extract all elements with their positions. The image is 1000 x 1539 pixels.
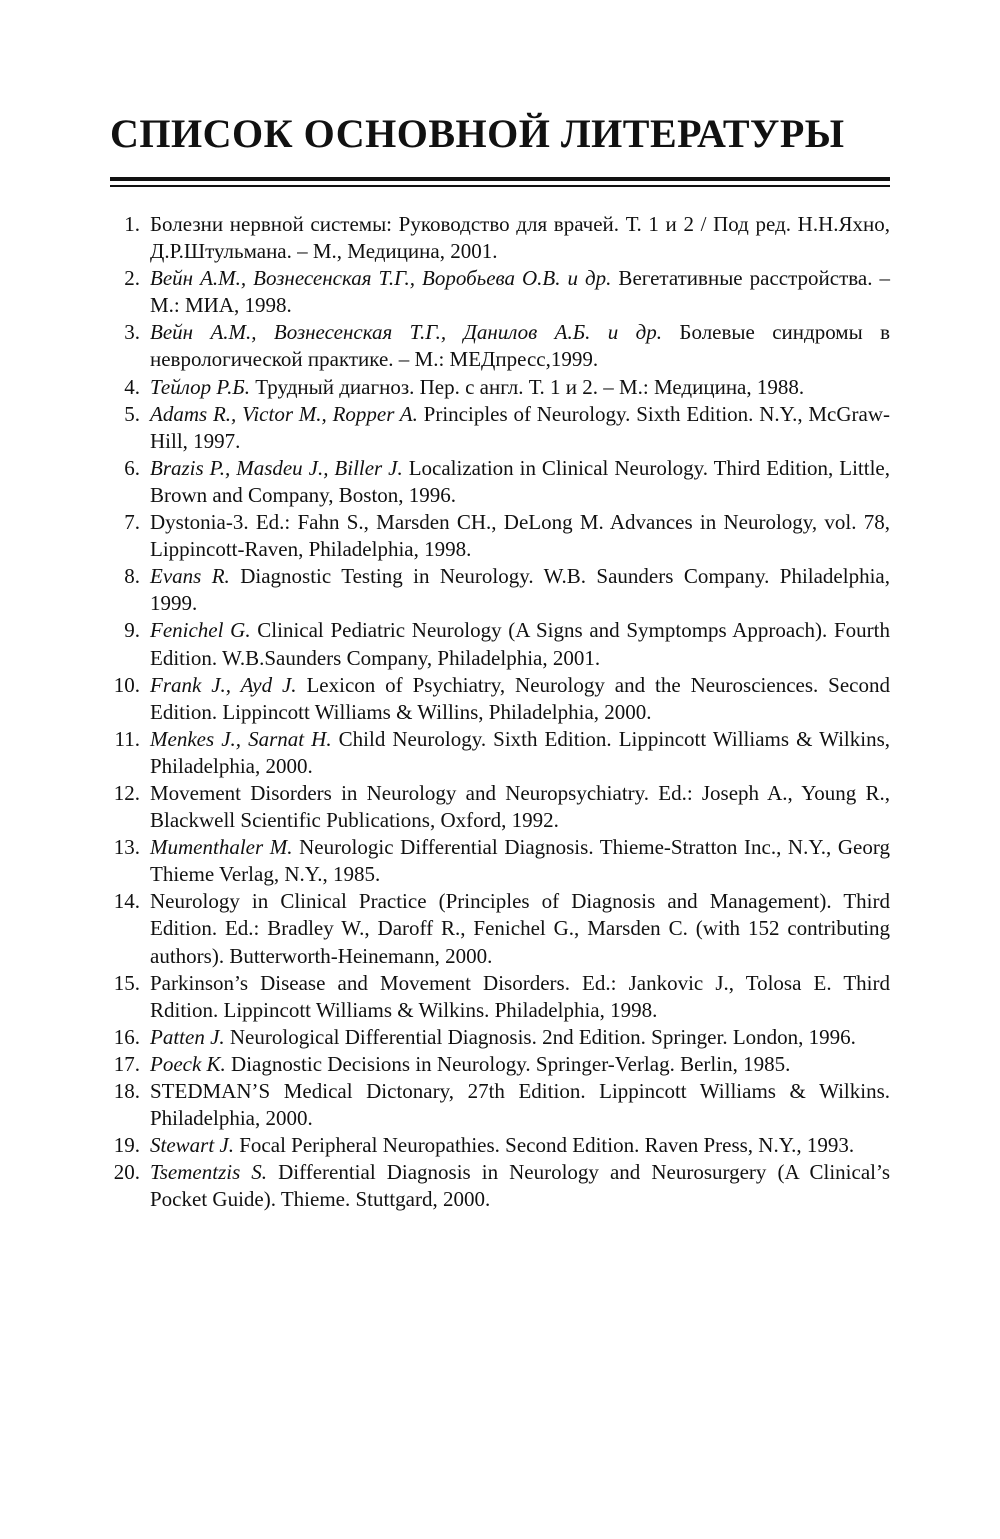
- reference-number: 18.: [113, 1079, 140, 1103]
- reference-text: Movement Disorders in Neurology and Neuropsychiatry. Ed.: Joseph A., Young R., Blackwell Scientific Publications, Oxford, 1992.: [150, 780, 890, 833]
- reference-item-2: [110, 265, 890, 319]
- reference-text: Localization in Clinical Neurology. Third Edition, Little, Brown and Company, Boston, 1996.: [150, 455, 890, 507]
- reference-author: Tsementzis S.: [150, 1160, 268, 1185]
- reference-number: 8.: [124, 564, 140, 589]
- reference-author: Poeck K.: [150, 1051, 226, 1076]
- reference-author: Evans R.: [150, 564, 230, 589]
- reference-item-3: [110, 319, 890, 373]
- reference-item-16: [110, 1024, 890, 1051]
- reference-text: Differential Diagnosis in Neurology and Neurosurgery (A Clinical’s Pocket Guide). Thieme. Stuttgard, 2000.: [150, 1160, 891, 1212]
- reference-item-19: [110, 1132, 890, 1159]
- reference-author: Patten J.: [150, 1024, 225, 1049]
- reference-author: Stewart J.: [150, 1133, 234, 1158]
- reference-item-5: [110, 401, 890, 455]
- reference-text: Parkinson’s Disease and Movement Disorders. Ed.: Jankovic J., Tolosa E. Third Rdition. Lippincott Williams & Wilkins. Philadelphia, 1998.: [150, 970, 890, 1022]
- reference-item-12: [110, 780, 890, 834]
- reference-item-6: [110, 455, 890, 509]
- reference-text: Болевые синдромы в неврологической практике. – М.: МЕДпресс,1999.: [150, 320, 890, 372]
- reference-author: Fenichel G.: [150, 618, 251, 643]
- reference-item-1: [110, 211, 890, 265]
- page-title: СПИСОК ОСНОВНОЙ ЛИТЕРАТУРЫ: [110, 111, 845, 156]
- reference-author: Brazis P., Masdeu J., Biller J.: [150, 455, 403, 480]
- reference-item-18: [110, 1078, 890, 1132]
- reference-text: Dystonia-3. Ed.: Fahn S., Marsden CH., DeLong M. Advances in Neurology, vol. 78, Lippincott-Raven, Philadelphia, 1998.: [150, 510, 890, 562]
- reference-text: Трудный диагноз. Пер. с англ. Т. 1 и 2. – М.: Медицина, 1988.: [250, 374, 805, 399]
- reference-text: Lexicon of Psychiatry, Neurology and the Neurosciences. Second Edition. Lippincott Williams & Willins, Philadelphia, 2000.: [150, 672, 890, 724]
- reference-text: Neurological Differential Diagnosis. 2nd Edition. Springer. London, 1996.: [224, 1024, 856, 1049]
- reference-number: 19.: [113, 1133, 140, 1158]
- reference-list: [110, 211, 890, 1213]
- reference-item-10: [110, 672, 890, 726]
- reference-item-8: [110, 563, 890, 617]
- reference-number: 12.: [113, 780, 140, 805]
- reference-author: Тейлор Р.Б.: [150, 374, 251, 399]
- reference-number: 6.: [124, 455, 140, 480]
- reference-text: Neurologic Differential Diagnosis. Thieme-Stratton Inc., N.Y., Georg Thieme Verlag, N.Y., 1985.: [150, 835, 890, 887]
- reference-text: Child Neurology. Sixth Edition. Lippincott Williams & Wilkins, Philadelphia, 2000.: [150, 726, 891, 778]
- title-divider-thick: [110, 177, 890, 181]
- reference-number: 9.: [124, 618, 140, 643]
- reference-number: 17.: [113, 1051, 140, 1076]
- reference-number: 1.: [124, 212, 140, 236]
- reference-author: Menkes J., Sarnat H.: [150, 726, 332, 751]
- reference-text: Diagnostic Decisions in Neurology. Springer-Verlag. Berlin, 1985.: [225, 1051, 791, 1076]
- reference-author: Frank J., Ayd J.: [150, 672, 297, 697]
- reference-item-4: [110, 374, 890, 401]
- reference-text: Болезни нервной системы: Руководство для врачей. Т. 1 и 2 / Под ред. Н.Н.Яхно, Д.Р.Штульмана. – М., Медицина, 2001.: [150, 212, 890, 264]
- reference-item-9: [110, 617, 890, 671]
- reference-number: 2.: [124, 266, 140, 291]
- reference-text: Вегетативные расстройства. – М.: МИА, 1998.: [150, 266, 891, 318]
- reference-number: 13.: [113, 835, 140, 860]
- reference-number: 16.: [113, 1024, 140, 1049]
- reference-number: 14.: [113, 889, 140, 914]
- reference-text: Principles of Neurology. Sixth Edition. N.Y., McGraw-Hill, 1997.: [150, 401, 890, 453]
- reference-text: Diagnostic Testing in Neurology. W.B. Saunders Company. Philadelphia, 1999.: [150, 564, 890, 616]
- reference-number: 10.: [113, 672, 140, 697]
- reference-item-20: [110, 1159, 890, 1213]
- reference-text: Focal Peripheral Neuropathies. Second Edition. Raven Press, N.Y., 1993.: [234, 1133, 855, 1158]
- reference-item-13: [110, 834, 890, 888]
- reference-number: 15.: [113, 970, 140, 995]
- reference-text: Clinical Pediatric Neurology (A Signs and Symptomps Approach). Fourth Edition. W.B.Saunders Company, Philadelphia, 2001.: [150, 618, 890, 670]
- reference-item-17: [110, 1051, 890, 1078]
- reference-author: Adams R., Victor M., Ropper A.: [150, 401, 418, 426]
- reference-number: 11.: [114, 726, 140, 751]
- reference-item-14: [110, 888, 890, 969]
- reference-text: Neurology in Clinical Practice (Principles of Diagnosis and Management). Third Edition. Ed.: Bradley W., Daroff R., Fenichel G., Marsden C. (with 152 contributing authors). Butterworth-Heinemann, 2000.: [150, 889, 890, 968]
- reference-number: 3.: [124, 320, 140, 345]
- reference-author: Mumenthaler M.: [150, 835, 293, 860]
- reference-item-15: [110, 970, 890, 1024]
- reference-author: Вейн А.М., Вознесенская Т.Г., Воробьева О.В. и др.: [150, 266, 612, 291]
- reference-item-7: [110, 509, 890, 563]
- reference-number: 5.: [124, 401, 140, 426]
- reference-number: 7.: [124, 510, 140, 535]
- reference-author: Вейн А.М., Вознесенская Т.Г., Данилов А.Б. и др.: [150, 320, 663, 345]
- reference-text: STEDMAN’S Medical Dictonary, 27th Edition. Lippincott Williams & Wilkins. Philadelphia, 2000.: [150, 1079, 890, 1131]
- title-divider-thin: [110, 185, 890, 187]
- reference-number: 4.: [124, 374, 140, 399]
- reference-number: 20.: [113, 1160, 140, 1185]
- reference-item-11: [110, 726, 890, 780]
